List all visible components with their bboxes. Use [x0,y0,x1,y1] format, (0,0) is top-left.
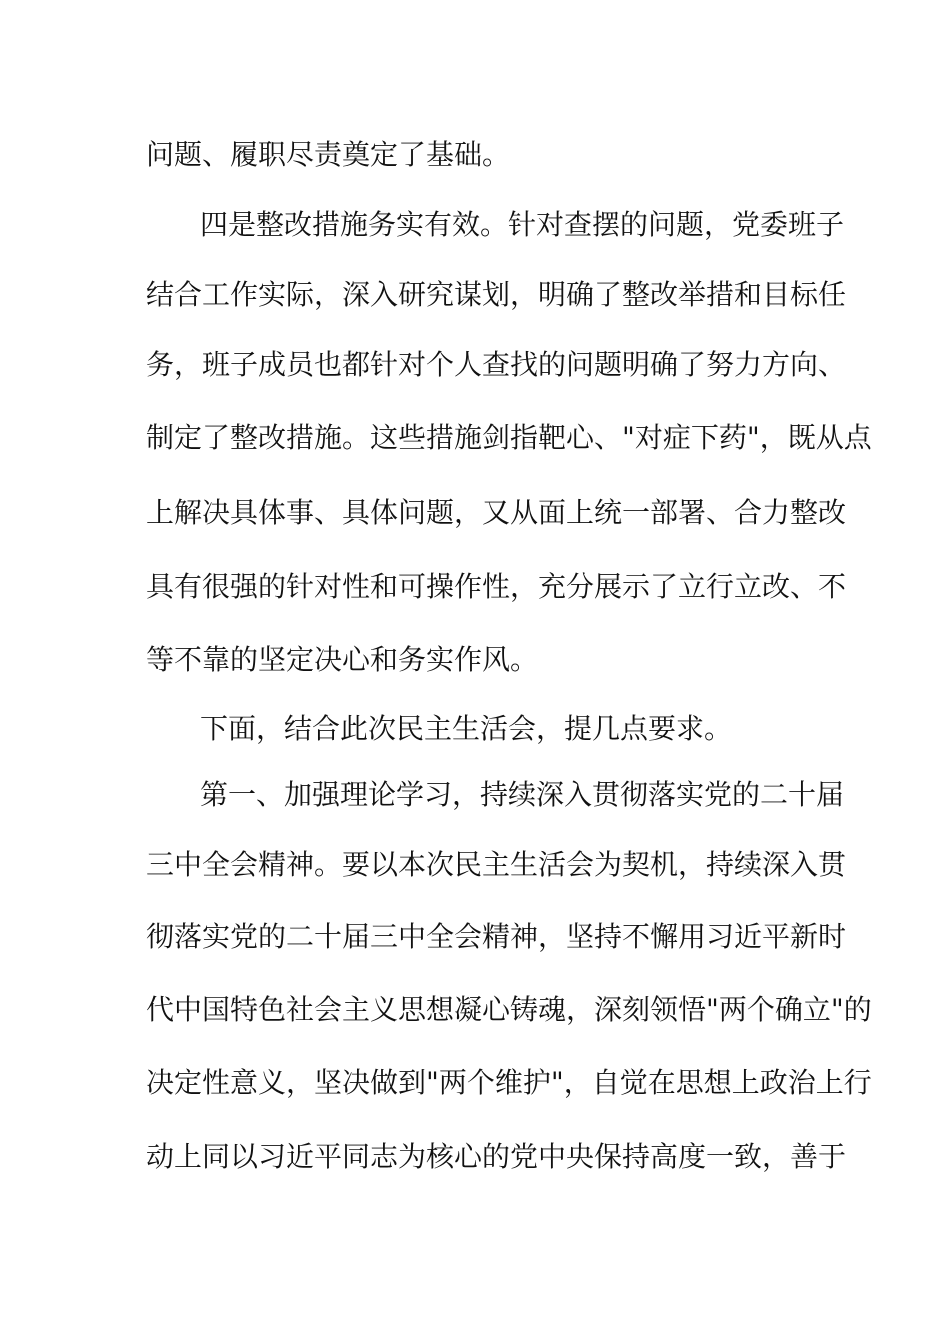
text-line: 动上同以习近平同志为核心的党中央保持高度一致，善于 [146,1140,847,1173]
text-line: 决定性意义，坚决做到"两个维护"，自觉在思想上政治上行 [146,1066,872,1099]
text-line: 务，班子成员也都针对个人查找的问题明确了努力方向、 [146,348,847,381]
text-line: 代中国特色社会主义思想凝心铸魂，深刻领悟"两个确立"的 [146,993,872,1026]
text-line: 上解决具体事、具体问题，又从面上统一部署、合力整改 [146,496,847,529]
paragraph-first-line: 四是整改措施务实有效。针对查摆的问题，党委班子 [200,208,845,241]
text-line: 问题、履职尽责奠定了基础。 [146,138,511,171]
text-line: 彻落实党的二十届三中全会精神，坚持不懈用习近平新时 [146,920,847,953]
text-line: 制定了整改措施。这些措施剑指靶心、"对症下药"，既从点 [146,421,872,454]
text-line: 具有很强的针对性和可操作性，充分展示了立行立改、不 [146,570,847,603]
text-line: 结合工作实际，深入研究谋划，明确了整改举措和目标任 [146,278,847,311]
text-line: 等不靠的坚定决心和务实作风。 [146,643,539,676]
paragraph-first-line: 下面，结合此次民主生活会，提几点要求。 [200,712,733,745]
text-line: 三中全会精神。要以本次民主生活会为契机，持续深入贯 [146,848,847,881]
paragraph-first-line: 第一、加强理论学习，持续深入贯彻落实党的二十届 [200,778,845,811]
